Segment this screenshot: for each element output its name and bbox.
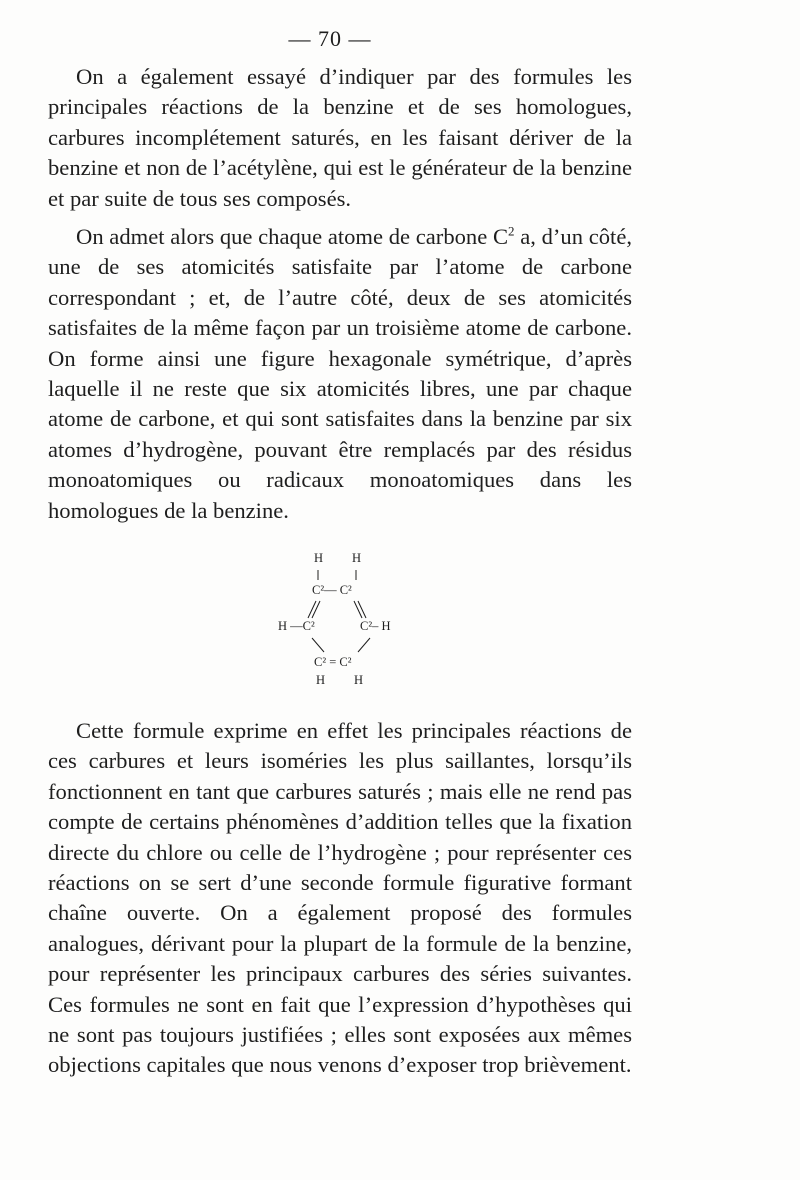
bond-upper-left-2 xyxy=(308,601,316,618)
formula-h-top-left: H xyxy=(314,551,324,565)
bond-lower-right xyxy=(358,638,370,652)
formula-h-bottom-right: H xyxy=(354,673,364,687)
paragraph-2-text-start: On admet alors que chaque atome de carbone C xyxy=(76,224,509,249)
paragraph-2 xyxy=(48,222,632,526)
benzene-formula-diagram xyxy=(270,546,440,686)
paragraph-1: On a également essayé d’indiquer par des formules les principales réactions de la benzine et de ses homologues, carbures incomplétement saturés, en les faisant dériver de la benzine et non de l’acétylène, qui est le générateur de la benzine et par suite de tous ses composés. xyxy=(48,64,632,211)
bond-lower-left xyxy=(312,638,324,652)
paragraph-2-text-end: a, d’un côté, une de ses atomicités satisfaite par l’atome de carbone correspondant ; et, de l’autre côté, deux de ses atomicités satisfaites de la même façon par un troisième atome de carbone. On forme ainsi une figure hexagonale symétrique, d’après laquelle il ne reste que six atomicités libres, une par chaque atome de carbone, et qui sont satisfaites dans la benzine par six atomes d’hydrogène, pouvant être remplacés par des résidus monoatomiques ou radicaux monoatomiques dans les homologues de la benzine. xyxy=(48,224,632,523)
paragraph-3: Cette formule exprime en effet les principales réactions de ces carbures et leurs isoméries les plus saillantes, lorsqu’ils fonctionnent en tant que carbures saturés ; mais elle ne rend pas compte de certains phénomènes d’addition telles que la fixation directe du chlore ou celle de l’hydrogène ; pour représenter ces réactions on se sert d’une seconde formule figurative formant chaîne ouverte. On a également proposé des formules analogues, dérivant pour la plupart de la formule de la benzine, pour représenter les principaux carbures des séries suivantes. Ces formules ne sont en fait que l’expression d’hypothèses qui ne sont pas toujours justifiées ; elles sont exposées aux mêmes objections capitales que nous venons d’exposer trop brièvement. xyxy=(48,718,632,1078)
superscript-2: 2 xyxy=(508,223,515,239)
benzene-hexagon-formula xyxy=(270,546,440,686)
bond-upper-right-1 xyxy=(354,601,362,618)
formula-mid-left: H —C² xyxy=(278,619,315,633)
formula-top-bond: C²— C² xyxy=(312,583,352,597)
page-number: — 70 — xyxy=(288,26,372,51)
formula-h-top-right: H xyxy=(352,551,362,565)
bond-upper-left-1 xyxy=(312,601,320,618)
formula-mid-right: C²– H xyxy=(360,619,391,633)
formula-h-bottom-left: H xyxy=(316,673,326,687)
formula-bottom-bond: C² = C² xyxy=(314,655,352,669)
bond-upper-right-2 xyxy=(358,601,366,618)
